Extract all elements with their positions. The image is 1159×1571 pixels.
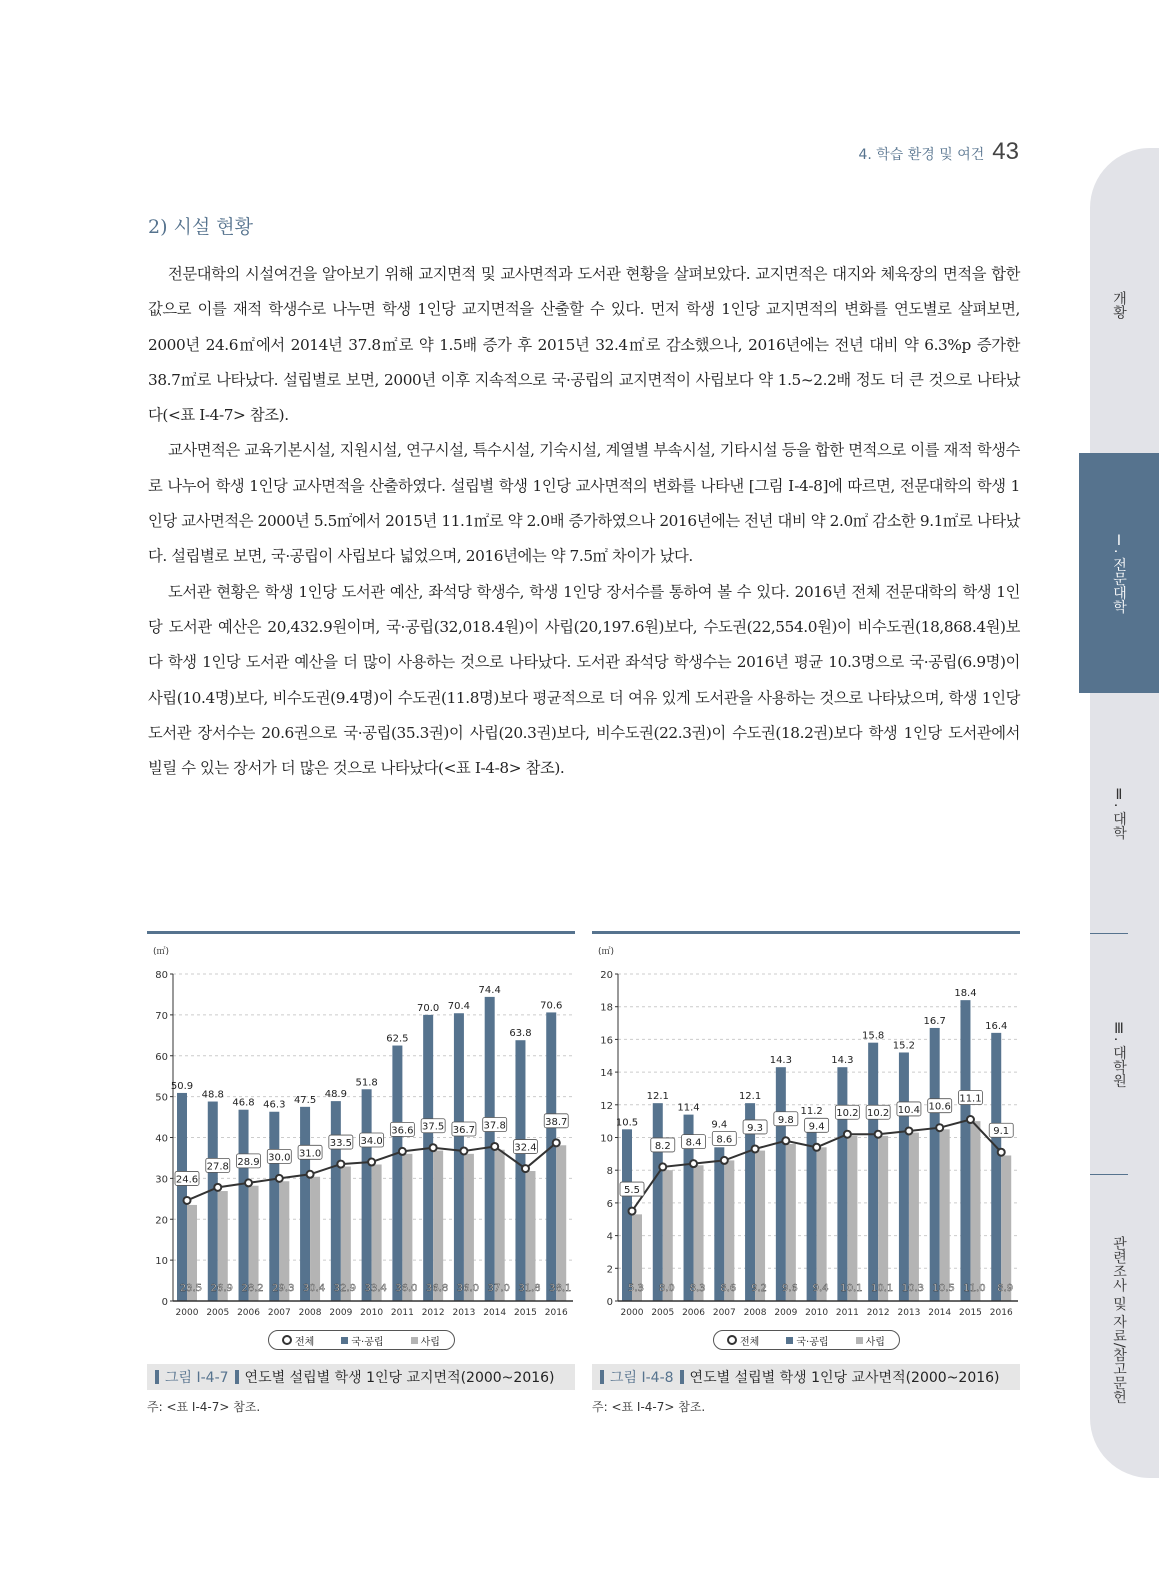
bar-private xyxy=(402,1154,412,1301)
private-value-label: 10.3 xyxy=(901,1283,925,1294)
bar-private xyxy=(878,1136,888,1301)
x-tick-label: 2016 xyxy=(989,1308,1013,1318)
national-value-label: 11.2 xyxy=(800,1105,823,1117)
private-value-label: 36.0 xyxy=(456,1283,480,1294)
point-total xyxy=(430,1144,437,1151)
total-value-label: 8.4 xyxy=(685,1137,702,1149)
x-tick-label: 2008 xyxy=(743,1308,767,1318)
square-icon xyxy=(341,1337,348,1344)
tab-label: Ⅲ. 대학원 xyxy=(1111,1020,1127,1088)
legend-private xyxy=(411,1333,440,1348)
section-heading: 2) 시설 현황 xyxy=(148,216,253,238)
total-value-label: 36.6 xyxy=(391,1125,414,1137)
point-total xyxy=(245,1179,252,1186)
national-value-label: 50.9 xyxy=(170,1080,194,1092)
chart-legend xyxy=(268,1330,455,1350)
x-tick-label: 2010 xyxy=(360,1308,384,1318)
bar-private xyxy=(817,1147,827,1301)
private-value-label: 23.5 xyxy=(179,1283,203,1294)
x-tick-label: 2006 xyxy=(682,1308,705,1318)
point-total xyxy=(184,1197,191,1204)
total-value-label: 8.6 xyxy=(716,1134,733,1146)
bar-national xyxy=(331,1101,341,1301)
private-value-label: 38.1 xyxy=(549,1283,572,1294)
point-total xyxy=(659,1163,666,1170)
bar-national xyxy=(837,1067,847,1301)
caption-marker xyxy=(155,1370,159,1384)
total-value-label: 8.2 xyxy=(654,1140,671,1152)
bar-national xyxy=(300,1107,310,1301)
total-value-label: 9.3 xyxy=(747,1122,764,1134)
national-value-label: 15.8 xyxy=(862,1030,885,1042)
y-tick-label: 8 xyxy=(606,1166,613,1178)
circle-icon xyxy=(727,1335,737,1345)
side-tab-graduate[interactable] xyxy=(1079,934,1159,1174)
x-tick-label: 2016 xyxy=(544,1308,568,1318)
legend-label: 사립 xyxy=(865,1336,885,1348)
bar-national xyxy=(269,1112,279,1301)
legend-label: 국·공립 xyxy=(796,1336,829,1348)
national-value-label: 70.6 xyxy=(540,1000,563,1012)
national-value-label: 70.0 xyxy=(417,1002,440,1014)
total-value-label: 36.7 xyxy=(452,1124,476,1136)
unit-label: (㎡) xyxy=(153,947,170,957)
national-value-label: 15.2 xyxy=(892,1040,916,1052)
square-icon xyxy=(411,1337,418,1344)
national-value-label: 74.4 xyxy=(478,984,501,996)
bar-national xyxy=(653,1103,663,1301)
x-tick-label: 2015 xyxy=(959,1308,982,1318)
private-value-label: 8.3 xyxy=(689,1283,706,1294)
point-total xyxy=(214,1184,221,1191)
x-tick-label: 2011 xyxy=(835,1308,859,1318)
point-total xyxy=(721,1157,728,1164)
total-value-label: 32.4 xyxy=(514,1142,537,1154)
bar-private xyxy=(847,1136,857,1301)
tab-label: Ⅰ. 전문대학 xyxy=(1111,532,1127,614)
point-total xyxy=(553,1139,560,1146)
x-tick-label: 2008 xyxy=(298,1308,322,1318)
side-tab-university[interactable] xyxy=(1079,693,1159,933)
bar-national xyxy=(362,1089,372,1301)
national-value-label: 16.7 xyxy=(923,1015,946,1027)
legend-label: 전체 xyxy=(740,1336,760,1348)
y-tick-label: 16 xyxy=(600,1035,613,1047)
y-tick-label: 10 xyxy=(155,1256,168,1268)
y-tick-label: 18 xyxy=(600,1002,613,1014)
bar-private xyxy=(663,1170,673,1301)
figure-number: 그림 Ⅰ-4-7 xyxy=(165,1370,229,1386)
bar-private xyxy=(724,1160,734,1301)
bar-national xyxy=(960,1000,970,1301)
bar-private xyxy=(556,1145,566,1301)
x-tick-label: 2007 xyxy=(712,1308,736,1318)
bar-private xyxy=(464,1154,474,1301)
bar-private xyxy=(940,1129,950,1301)
private-value-label: 8.0 xyxy=(658,1283,675,1294)
bar-national xyxy=(392,1046,402,1301)
bar-private xyxy=(909,1133,919,1301)
side-tab-references[interactable] xyxy=(1079,1175,1159,1465)
point-total xyxy=(844,1131,851,1138)
x-tick-label: 2012 xyxy=(421,1308,445,1318)
private-value-label: 32.9 xyxy=(333,1283,356,1294)
private-value-label: 10.1 xyxy=(871,1283,894,1294)
national-value-label: 14.3 xyxy=(769,1055,792,1067)
y-tick-label: 12 xyxy=(600,1100,613,1112)
x-tick-label: 2013 xyxy=(452,1308,476,1318)
x-tick-label: 2000 xyxy=(620,1308,644,1318)
bar-private xyxy=(341,1167,351,1301)
national-value-label: 63.8 xyxy=(509,1028,532,1040)
figure-title: 연도별 설립별 학생 1인당 교지면적(2000~2016) xyxy=(244,1370,555,1386)
total-value-label: 5.5 xyxy=(624,1185,640,1197)
y-tick-label: 20 xyxy=(155,1215,168,1227)
x-tick-label: 2000 xyxy=(175,1308,199,1318)
national-value-label: 51.8 xyxy=(355,1077,378,1089)
private-value-label: 10.1 xyxy=(840,1283,863,1294)
y-tick-label: 14 xyxy=(600,1068,613,1080)
point-total xyxy=(875,1131,882,1138)
bar-private xyxy=(755,1151,765,1301)
private-value-label: 8.6 xyxy=(720,1283,737,1294)
bar-private xyxy=(495,1150,505,1301)
y-tick-label: 20 xyxy=(600,970,613,981)
bar-private xyxy=(525,1171,535,1301)
private-value-label: 28.2 xyxy=(241,1283,264,1294)
bar-private xyxy=(372,1164,382,1301)
x-tick-label: 2010 xyxy=(805,1308,829,1318)
x-tick-label: 2007 xyxy=(267,1308,291,1318)
private-value-label: 33.4 xyxy=(364,1283,387,1294)
bar-national xyxy=(868,1043,878,1301)
section-title: 4. 학습 환경 및 여건 xyxy=(858,147,985,163)
bar-national xyxy=(239,1110,249,1301)
y-tick-label: 80 xyxy=(155,970,168,981)
x-tick-label: 2005 xyxy=(206,1308,230,1318)
x-tick-label: 2006 xyxy=(237,1308,260,1318)
private-value-label: 36.8 xyxy=(426,1283,449,1294)
national-value-label: 48.8 xyxy=(201,1089,224,1101)
bar-private xyxy=(433,1151,443,1301)
national-value-label: 46.3 xyxy=(263,1099,286,1111)
bar-national xyxy=(899,1052,909,1301)
total-value-label: 38.7 xyxy=(545,1116,568,1128)
page-number: 43 xyxy=(992,138,1019,165)
total-value-label: 37.8 xyxy=(483,1120,506,1132)
private-value-label: 9.2 xyxy=(751,1283,768,1294)
total-value-label: 34.0 xyxy=(360,1136,383,1148)
legend-national xyxy=(786,1333,828,1348)
y-tick-label: 6 xyxy=(606,1198,613,1210)
bar-private xyxy=(786,1144,796,1301)
point-total xyxy=(399,1148,406,1155)
caption-marker xyxy=(235,1370,239,1384)
legend-total xyxy=(282,1333,314,1348)
y-tick-label: 10 xyxy=(600,1133,613,1145)
national-value-label: 16.4 xyxy=(985,1020,1008,1032)
national-value-label: 10.5 xyxy=(615,1117,639,1129)
total-value-label: 9.1 xyxy=(993,1126,1010,1138)
x-tick-label: 2009 xyxy=(329,1308,353,1318)
private-value-label: 9.6 xyxy=(781,1283,798,1294)
bar-national xyxy=(454,1013,464,1301)
private-value-label: 31.8 xyxy=(518,1283,541,1294)
national-value-label: 47.5 xyxy=(293,1094,317,1106)
side-tab-overview[interactable] xyxy=(1079,160,1159,450)
total-value-label: 10.2 xyxy=(867,1108,890,1120)
x-tick-label: 2014 xyxy=(483,1308,507,1318)
legend-label: 사립 xyxy=(420,1336,440,1348)
tab-label: 관련조사 및 자료/참고문헌 xyxy=(1111,1236,1127,1404)
body-text xyxy=(148,257,1020,786)
national-value-label: 12.1 xyxy=(738,1091,762,1103)
bar-national xyxy=(423,1015,433,1301)
y-tick-label: 0 xyxy=(161,1297,168,1308)
square-icon xyxy=(786,1337,793,1344)
national-value-label: 9.4 xyxy=(711,1119,728,1131)
side-tab-junior-college[interactable] xyxy=(1079,453,1159,693)
national-value-label: 18.4 xyxy=(954,988,977,1000)
bar-national xyxy=(930,1028,940,1301)
point-total xyxy=(276,1175,283,1182)
national-value-label: 48.9 xyxy=(324,1089,347,1101)
point-total xyxy=(690,1160,697,1167)
private-value-label: 5.3 xyxy=(628,1283,644,1294)
legend-national xyxy=(341,1333,383,1348)
point-total xyxy=(905,1127,912,1134)
total-value-label: 27.8 xyxy=(206,1161,229,1173)
square-icon xyxy=(856,1337,863,1344)
total-value-label: 37.5 xyxy=(422,1121,445,1133)
tab-label: Ⅱ. 대학 xyxy=(1111,786,1127,840)
y-tick-label: 50 xyxy=(155,1092,168,1104)
total-value-label: 10.4 xyxy=(897,1104,921,1116)
bar-national xyxy=(546,1012,556,1301)
x-tick-label: 2015 xyxy=(514,1308,537,1318)
x-tick-label: 2005 xyxy=(651,1308,675,1318)
y-tick-label: 40 xyxy=(155,1133,168,1145)
total-value-label: 10.2 xyxy=(836,1108,859,1120)
bar-national xyxy=(776,1067,786,1301)
figure-note: 주: <표 Ⅰ-4-7> 참조. xyxy=(147,1400,261,1414)
total-value-label: 10.6 xyxy=(928,1101,951,1113)
private-value-label: 11.0 xyxy=(963,1283,986,1294)
figure-building-area xyxy=(592,931,1020,1415)
point-total xyxy=(307,1171,314,1178)
y-tick-label: 30 xyxy=(155,1174,168,1186)
caption-marker xyxy=(600,1370,604,1384)
x-tick-label: 2011 xyxy=(390,1308,414,1318)
national-value-label: 46.8 xyxy=(232,1097,255,1109)
total-value-label: 31.0 xyxy=(298,1148,322,1160)
total-value-label: 30.0 xyxy=(268,1152,291,1164)
private-value-label: 30.4 xyxy=(302,1283,326,1294)
total-value-label: 24.6 xyxy=(175,1174,199,1186)
paragraph: 교사면적은 교육기본시설, 지원시설, 연구시설, 특수시설, 기숙시설, 계열별 부속시설, 기타시설 등을 합한 면적으로 이를 재적 학생수로 나누어 학생 1인당 교사면적을 산출하였다. 설립별 학생 1인당 교사면적의 변화를 나타낸 [그림 Ⅰ-4-8]에 따르면, 전문대학의 학생 1인당 교사면적은 2000년 5.5㎡에서 2015년 11.1㎡로 약 2.0배 증가하였으나 2016년에는 전년 대비 약 2.0㎡ 감소한 9.1㎡로 나타났다. 설립별로 보면, 국·공립이 사립보다 넓었으며, 2016년에는 약 7.5㎡ 차이가 났다. xyxy=(148,441,1020,566)
national-value-label: 11.4 xyxy=(677,1102,700,1114)
private-value-label: 37.0 xyxy=(487,1283,510,1294)
running-header xyxy=(858,138,1019,166)
private-value-label: 10.5 xyxy=(932,1283,955,1294)
figure-land-area xyxy=(147,931,575,1415)
point-total xyxy=(813,1144,820,1151)
paragraph: 도서관 현황은 학생 1인당 도서관 예산, 좌석당 학생수, 학생 1인당 장서수를 통하여 볼 수 있다. 2016년 전체 전문대학의 학생 1인당 도서관 예산은 20,432.9원이며, 국·공립(32,018.4원)이 사립(20,197.6원)보다, 수도권(22,554.0원)이 비수도권(18,868.4원)보다 학생 1인당 도서관 예산을 더 많이 사용하는 것으로 나타났다. 도서관 좌석당 학생수는 2016년 평균 10.3명으로 국·공립(6.9명)이 사립(10.4명)보다, 비수도권(9.4명)이 수도권(11.8명)보다 평균적으로 더 여유 있게 도서관을 사용하는 것으로 나타났으며, 학생 1인당 도서관 장서수는 20.6권으로 국·공립(35.3권)이 사립(20.3권)보다, 비수도권(22.3권)이 수도권(18.2권)보다 학생 1인당 도서관에서 빌릴 수 있는 장서가 더 많은 것으로 나타났다(<표 Ⅰ-4-8> 참조). xyxy=(148,582,1020,778)
point-total xyxy=(491,1143,498,1150)
national-value-label: 14.3 xyxy=(831,1055,854,1067)
private-value-label: 29.3 xyxy=(272,1283,295,1294)
bar-national xyxy=(208,1102,218,1301)
y-tick-label: 2 xyxy=(606,1264,613,1276)
point-total xyxy=(460,1147,467,1154)
legend-label: 전체 xyxy=(295,1336,315,1348)
private-value-label: 9.4 xyxy=(812,1283,829,1294)
private-value-label: 8.9 xyxy=(997,1283,1014,1294)
total-value-label: 33.5 xyxy=(329,1138,352,1150)
caption-marker xyxy=(680,1370,684,1384)
circle-icon xyxy=(282,1335,292,1345)
y-tick-label: 0 xyxy=(606,1297,613,1308)
figure-number: 그림 Ⅰ-4-8 xyxy=(610,1370,674,1386)
y-tick-label: 70 xyxy=(155,1010,168,1022)
chart-legend xyxy=(713,1330,900,1350)
private-value-label: 36.0 xyxy=(395,1283,418,1294)
figure-caption xyxy=(592,1364,1020,1390)
point-total xyxy=(337,1161,344,1168)
national-value-label: 12.1 xyxy=(646,1091,669,1103)
total-value-label: 11.1 xyxy=(959,1093,982,1105)
point-total xyxy=(967,1116,974,1123)
total-value-label: 9.4 xyxy=(808,1121,825,1133)
national-value-label: 70.4 xyxy=(447,1001,471,1013)
legend-label: 국·공립 xyxy=(351,1336,384,1348)
x-tick-label: 2009 xyxy=(774,1308,798,1318)
total-value-label: 28.9 xyxy=(237,1156,260,1168)
point-total xyxy=(629,1208,636,1215)
tab-label: 개황 xyxy=(1111,291,1127,319)
chart-land-area xyxy=(147,934,575,1324)
bar-national xyxy=(714,1147,724,1301)
x-tick-label: 2013 xyxy=(897,1308,921,1318)
bar-private xyxy=(970,1121,980,1301)
y-tick-label: 4 xyxy=(606,1231,613,1243)
paragraph: 전문대학의 시설여건을 알아보기 위해 교지면적 및 교사면적과 도서관 현황을 살펴보았다. 교지면적은 대지와 체육장의 면적을 합한 값으로 이를 재적 학생수로 나누면 학생 1인당 교지면적을 산출할 수 있다. 먼저 학생 1인당 교지면적의 변화를 연도별로 살펴보면, 2000년 24.6㎡에서 2014년 37.8㎡로 약 1.5배 증가 후 2015년 32.4㎡로 감소했으나, 2016년에는 전년 대비 약 6.3%p 증가한 38.7㎡로 나타났다. 설립별로 보면, 2000년 이후 지속적으로 국·공립의 교지면적이 사립보다 약 1.5~2.2배 정도 더 큰 것으로 나타났다(<표 Ⅰ-4-7> 참조). xyxy=(148,265,1020,425)
point-total xyxy=(752,1145,759,1152)
total-value-label: 9.8 xyxy=(777,1114,794,1126)
private-value-label: 26.9 xyxy=(210,1283,233,1294)
figure-caption xyxy=(147,1364,575,1390)
y-tick-label: 60 xyxy=(155,1051,168,1063)
bar-private xyxy=(694,1165,704,1301)
point-total xyxy=(936,1124,943,1131)
point-total xyxy=(782,1137,789,1144)
bar-national xyxy=(991,1033,1001,1301)
figure-title: 연도별 설립별 학생 1인당 교사면적(2000~2016) xyxy=(689,1370,1000,1386)
point-total xyxy=(998,1149,1005,1156)
chart-building-area xyxy=(592,934,1020,1324)
legend-total xyxy=(727,1333,759,1348)
unit-label: (㎡) xyxy=(598,947,615,957)
x-tick-label: 2014 xyxy=(928,1308,952,1318)
legend-private xyxy=(856,1333,885,1348)
figure-note: 주: <표 Ⅰ-4-7> 참조. xyxy=(592,1400,706,1414)
point-total xyxy=(368,1159,375,1166)
national-value-label: 62.5 xyxy=(386,1033,409,1045)
bar-private xyxy=(1001,1155,1011,1301)
x-tick-label: 2012 xyxy=(866,1308,890,1318)
point-total xyxy=(522,1165,529,1172)
